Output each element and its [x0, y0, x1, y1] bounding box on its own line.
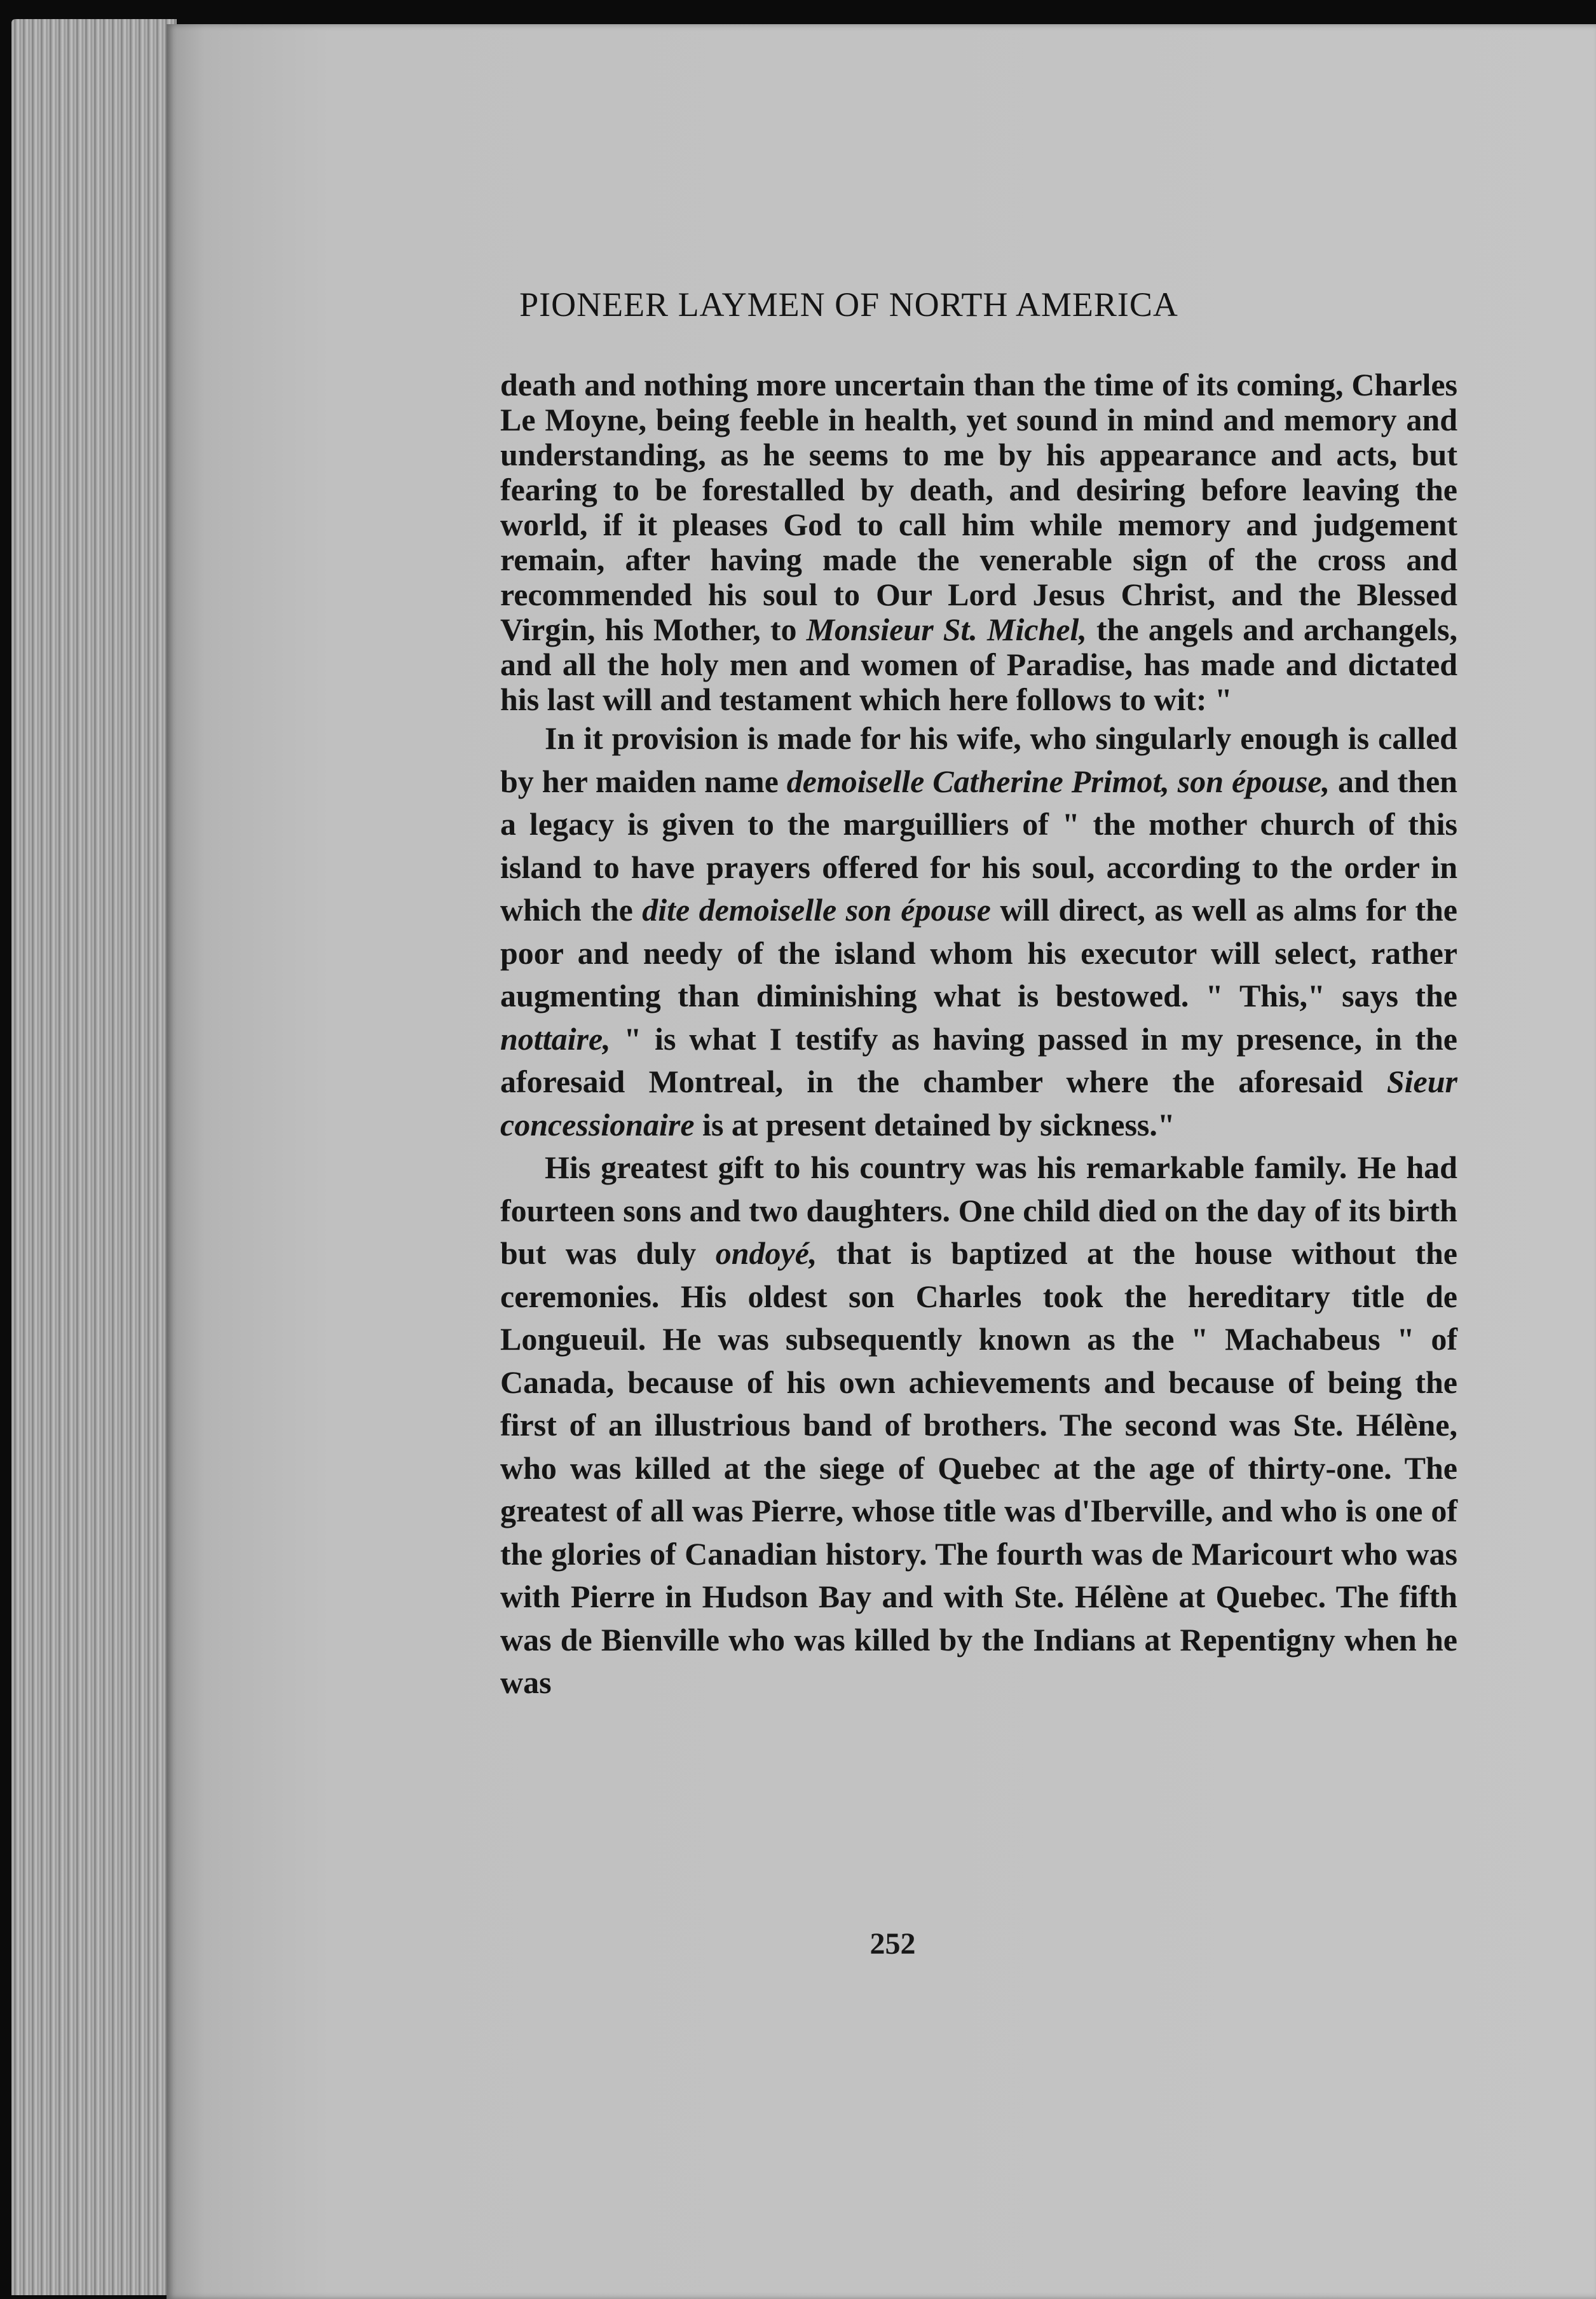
text-run: that is baptized at the house without the ceremonies. His oldest son Charles took the hereditary title de Longueuil. He was subsequently known as the " Machabeus " of Canada, because of his own achievements and because of being the first of an illustrious band of brothers. The second was Ste. Hélène, who was killed at the siege of Quebec at the age of thirty-one. The greatest of all was Pierre, whose title was d'Iberville, and who is one of the glories of Canadian history. The fourth was de Maricourt who was with Pierre in Hudson Bay and with Ste. Hélène at Quebec. The fifth was de Bienville who was killed by the Indians at Repentigny when he was	[500, 1235, 1457, 1700]
italic-run: Sieur concessionaire	[500, 1064, 1457, 1143]
paragraph-will-quote	[500, 367, 1457, 717]
italic-run: dite demoiselle son épouse	[642, 892, 991, 928]
italic-run: ondoyé,	[715, 1235, 817, 1271]
text-run: and then a legacy is given to the marguilliers of " the mother church of this island to have prayers offered for his soul, according to the order in which the	[500, 763, 1457, 928]
text-run: In it provision is made for his wife, who singularly enough is called by her maiden name	[500, 720, 1457, 799]
italic-run: nottaire,	[500, 1020, 611, 1057]
body-text	[500, 367, 1457, 1705]
italic-run: demoiselle Catherine Primot, son épouse,	[786, 763, 1330, 799]
text-run: death and nothing more uncertain than the time of its coming, Charles Le Moyne, being feeble in health, yet sound in mind and memory and understanding, as he seems to me by his appearance and acts, but fearing to be forestalled by death, and desiring before leaving the world, if it pleases God to call him while memory and judgement remain, after having made the venerable sign of the cross and recommended his soul to Our Lord Jesus Christ, and the Blessed Virgin, his Mother, to	[500, 367, 1457, 647]
text-run: His greatest gift to his country was his remarkable family. He had fourteen sons and two daughters. One child died on the day of its birth but was duly	[500, 1150, 1457, 1271]
text-run: " is what I testify as having passed in my presence, in the aforesaid Montreal, in the chamber where the aforesaid	[500, 1020, 1457, 1099]
paragraph-family	[500, 1146, 1457, 1705]
text-run: will direct, as well as alms for the poor and needy of the island whom his executor will select, rather augmenting than diminishing what is bestowed. " This," says the	[500, 892, 1457, 1013]
italic-run: Monsieur St. Michel,	[806, 612, 1087, 647]
paragraph-provision	[500, 717, 1457, 1146]
text-run: the angels and archangels, and all the holy men and women of Paradise, has made and dictated his last will and testament which here follows to wit: "	[500, 612, 1457, 717]
running-head: PIONEER LAYMEN OF NORTH AMERICA	[519, 285, 1178, 324]
page-number: 252	[870, 1927, 916, 1961]
text-run: is at present detained by sickness."	[694, 1106, 1175, 1143]
